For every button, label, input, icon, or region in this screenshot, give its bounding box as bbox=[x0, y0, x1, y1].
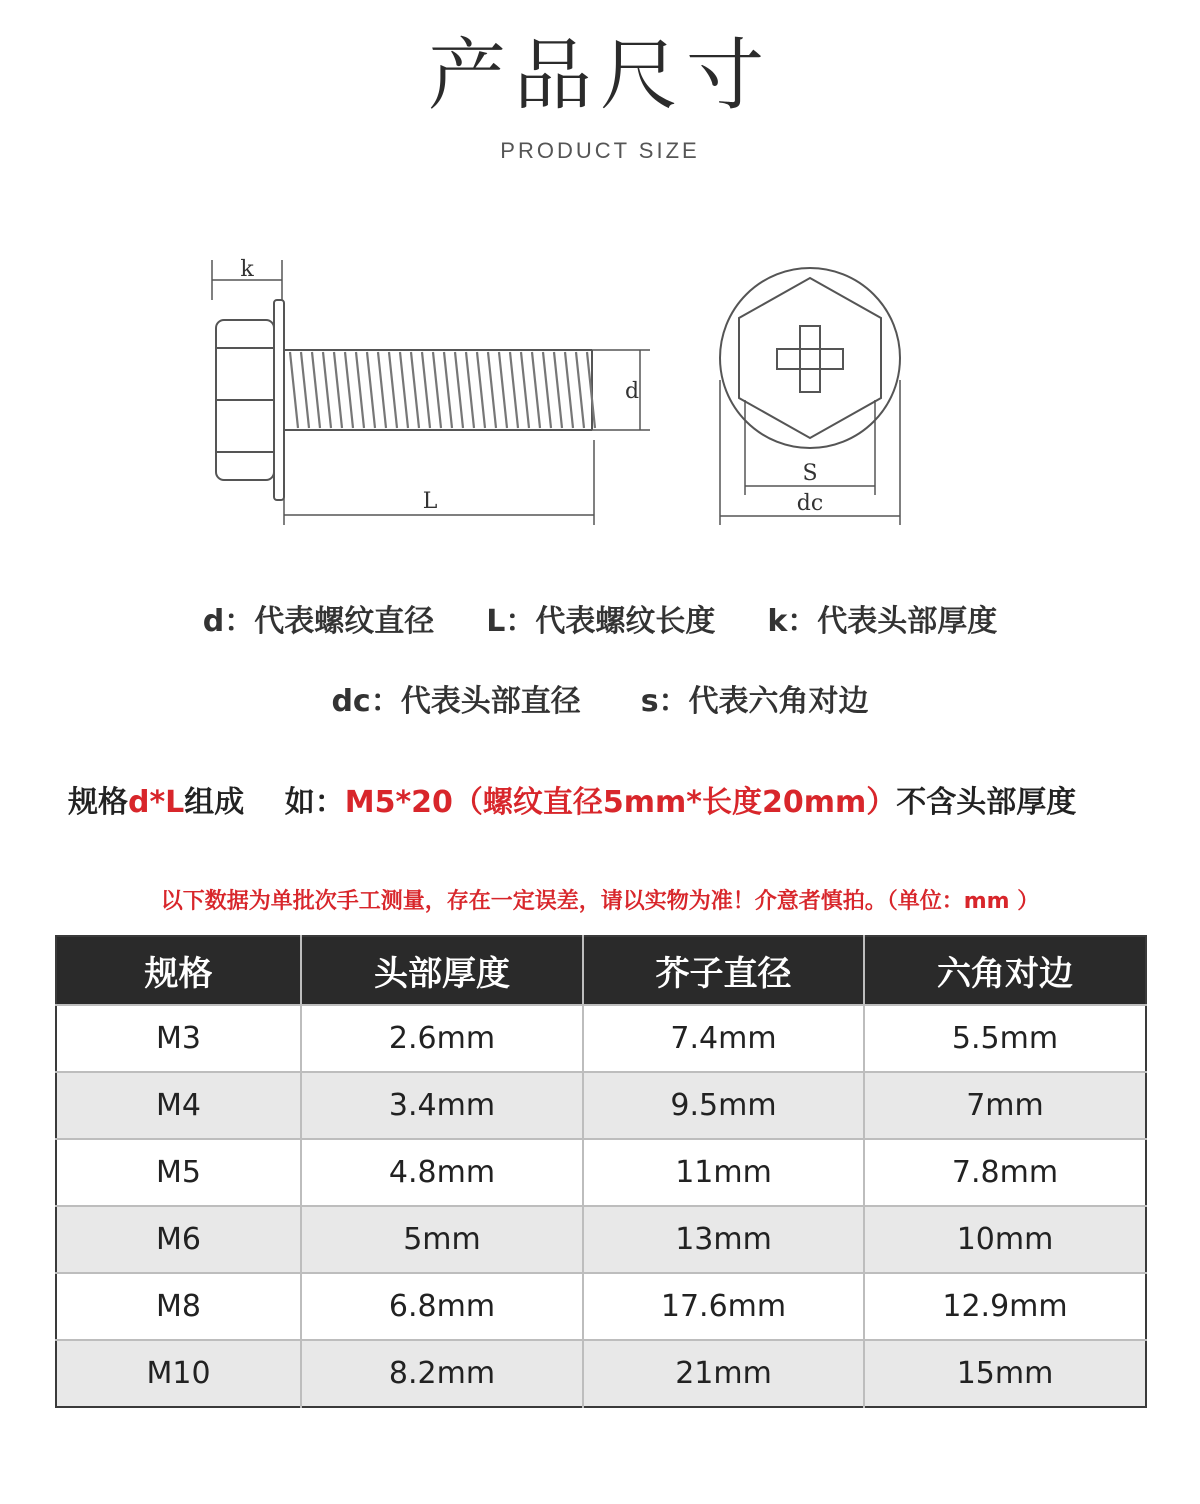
table-row bbox=[56, 1139, 1146, 1206]
table-row bbox=[56, 1273, 1146, 1340]
cell-head-thickness: 2.6mm bbox=[301, 1005, 583, 1072]
cell-head-thickness: 6.8mm bbox=[301, 1273, 583, 1340]
spec-format-line bbox=[68, 777, 1076, 821]
header-hex-flats: 六角对边 bbox=[864, 936, 1146, 1005]
screw-threads bbox=[290, 352, 595, 428]
spec-suffix: 组成 如： bbox=[184, 785, 345, 820]
cell-head-diameter: 17.6mm bbox=[583, 1273, 864, 1340]
screw-head-front bbox=[720, 268, 900, 448]
table-row bbox=[56, 1072, 1146, 1139]
cell-head-thickness: 3.4mm bbox=[301, 1072, 583, 1139]
cell-hex-flats: 12.9mm bbox=[864, 1273, 1146, 1340]
cell-head-diameter: 11mm bbox=[583, 1139, 864, 1206]
cell-hex-flats: 7.8mm bbox=[864, 1139, 1146, 1206]
header-head-diameter: 芥子直径 bbox=[583, 936, 864, 1005]
legend-d: d：代表螺纹直径 bbox=[202, 604, 435, 639]
label-L: L bbox=[422, 489, 438, 514]
table-row bbox=[56, 1340, 1146, 1407]
size-table bbox=[55, 935, 1147, 1408]
cell-spec: M3 bbox=[56, 1005, 301, 1072]
spec-prefix: 规格 bbox=[68, 785, 128, 820]
cell-head-diameter: 21mm bbox=[583, 1340, 864, 1407]
header-head-thickness: 头部厚度 bbox=[301, 936, 583, 1005]
label-dc: dc bbox=[796, 491, 824, 516]
cell-spec: M8 bbox=[56, 1273, 301, 1340]
label-s: S bbox=[802, 461, 818, 486]
cell-head-diameter: 7.4mm bbox=[583, 1005, 864, 1072]
cell-spec: M4 bbox=[56, 1072, 301, 1139]
cell-head-diameter: 9.5mm bbox=[583, 1072, 864, 1139]
table-row bbox=[56, 1005, 1146, 1072]
cell-spec: M10 bbox=[56, 1340, 301, 1407]
screw-dimension-diagram bbox=[200, 240, 1140, 540]
legend-s: s：代表六角对边 bbox=[640, 684, 869, 719]
table-header-row bbox=[56, 936, 1146, 1005]
header-spec: 规格 bbox=[56, 936, 301, 1005]
screw-head-side bbox=[216, 300, 284, 500]
cell-hex-flats: 7mm bbox=[864, 1072, 1146, 1139]
dimension-L bbox=[284, 440, 594, 525]
legend-L: L：代表螺纹长度 bbox=[486, 604, 716, 639]
cell-head-thickness: 5mm bbox=[301, 1206, 583, 1273]
legend-k: k：代表头部厚度 bbox=[767, 604, 998, 639]
cell-hex-flats: 15mm bbox=[864, 1340, 1146, 1407]
page-title: 产品尺寸 bbox=[427, 31, 772, 121]
label-d: d bbox=[624, 379, 640, 404]
table-row bbox=[56, 1206, 1146, 1273]
cell-head-thickness: 8.2mm bbox=[301, 1340, 583, 1407]
cell-head-diameter: 13mm bbox=[583, 1206, 864, 1273]
legend-dc: dc：代表头部直径 bbox=[331, 684, 581, 719]
cell-hex-flats: 5.5mm bbox=[864, 1005, 1146, 1072]
page-subtitle: PRODUCT SIZE bbox=[500, 138, 700, 163]
cell-spec: M5 bbox=[56, 1139, 301, 1206]
spec-formula: d*L bbox=[128, 785, 185, 820]
spec-example: M5*20（螺纹直径5mm*长度20mm） bbox=[344, 785, 897, 820]
cell-hex-flats: 10mm bbox=[864, 1206, 1146, 1273]
legend-row-1 bbox=[0, 596, 1200, 640]
cell-head-thickness: 4.8mm bbox=[301, 1139, 583, 1206]
cell-spec: M6 bbox=[56, 1206, 301, 1273]
legend-row-2 bbox=[0, 676, 1200, 720]
spec-tail: 不含头部厚度 bbox=[896, 785, 1077, 820]
measurement-note: 以下数据为单批次手工测量，存在一定误差，请以实物为准！介意者慎拍。（单位：mm ） bbox=[160, 889, 1040, 914]
label-k: k bbox=[240, 257, 254, 282]
